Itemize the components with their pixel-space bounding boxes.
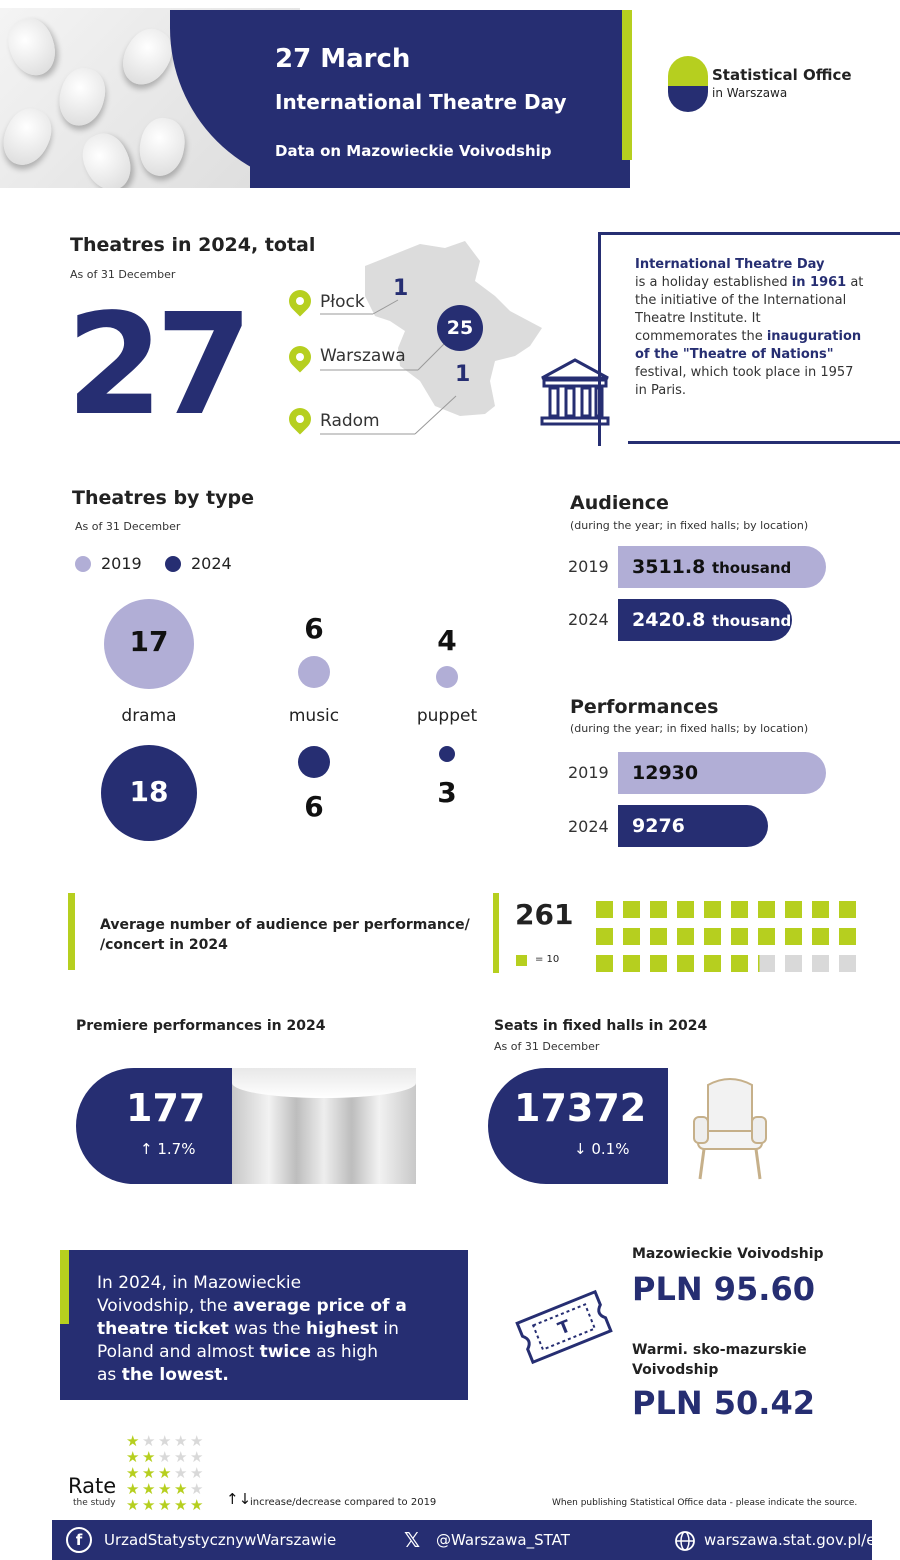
premieres-change-value: 1.7% [157, 1140, 196, 1158]
rate-sub: the study [73, 1498, 116, 1508]
price-region2-line1: Warmi. sko-mazurskie [632, 1342, 807, 1358]
avg-square [650, 955, 667, 972]
avg-square [812, 955, 829, 972]
theatres-total-asof: As of 31 December [70, 268, 176, 281]
theatres-total-title: Theatres in 2024, total [70, 234, 316, 256]
avg-square [785, 955, 802, 972]
info-highlight-title: International Theatre Day [635, 257, 825, 272]
audience-sub: (during the year; in fixed halls; by location) [570, 519, 809, 532]
star-icon[interactable]: ★ [142, 1432, 156, 1450]
info-frame-bottom [628, 441, 900, 444]
logo-subtext: in Warszawa [712, 86, 788, 100]
avg-label [100, 915, 470, 955]
city-warszawa: Warszawa [320, 346, 406, 366]
curtains-image [232, 1068, 416, 1184]
drama-2019-value: 17 [129, 625, 169, 658]
ticket-t12: the lowest. [121, 1365, 229, 1385]
avg-value: 261 [515, 898, 574, 931]
performances-value-2019: 12930 [632, 762, 699, 784]
avg-legend-text: = 10 [535, 954, 560, 965]
avg-square [812, 928, 829, 945]
avg-accent-bar-right [493, 893, 499, 973]
footer-web[interactable]: warszawa.stat.gov.pl/en/ [704, 1531, 890, 1549]
price-value2: PLN 50.42 [632, 1384, 815, 1422]
audience-unit-2019: thousand [711, 559, 792, 577]
avg-square [758, 928, 775, 945]
avg-square [731, 955, 748, 972]
avg-legend-square [516, 955, 527, 966]
avg-label-line1: Average number of audience per performance/ [100, 917, 470, 933]
ticket-icon [514, 1284, 614, 1370]
avg-square [704, 955, 721, 972]
ticket-t5: was the [228, 1319, 307, 1339]
footer-x[interactable]: @Warszawa_STAT [436, 1531, 570, 1549]
legend-2019: 2019 [101, 554, 142, 573]
star-icon[interactable]: ★ [190, 1464, 204, 1482]
facebook-icon[interactable]: f [66, 1527, 92, 1553]
svg-text:T: T [555, 1316, 574, 1340]
ticket-t9: twice [259, 1342, 311, 1362]
ticket-t11: as [97, 1365, 122, 1385]
star-icon[interactable]: ★ [174, 1448, 188, 1466]
rate-label[interactable]: Rate [68, 1474, 117, 1498]
star-icon[interactable]: ★ [190, 1448, 204, 1466]
premieres-arrow-icon: ↑ [140, 1140, 153, 1158]
audience-title: Audience [570, 492, 669, 514]
ticket-t2: Voivodship, the [97, 1296, 233, 1316]
performances-year-2024: 2024 [568, 817, 609, 836]
avg-square [650, 928, 667, 945]
star-icon[interactable]: ★ [126, 1480, 140, 1498]
seats-title: Seats in fixed halls in 2024 [494, 1018, 708, 1034]
star-icon[interactable]: ★ [158, 1496, 172, 1514]
audience-value-2024: 2420.8 [632, 609, 706, 631]
avg-square [758, 901, 775, 918]
star-icon[interactable]: ★ [174, 1464, 188, 1482]
avg-square [785, 928, 802, 945]
info-text [635, 256, 865, 400]
avg-square [839, 928, 856, 945]
avg-square [623, 955, 640, 972]
audience-unit-2024: thousand [711, 612, 792, 630]
ticket-t7: in [378, 1319, 399, 1339]
armchair-icon [690, 1075, 770, 1183]
puppet-2024-circle [439, 746, 455, 762]
info-p6: festival, which took place in 1957 in Paris. [635, 365, 854, 398]
avg-accent-bar [68, 893, 75, 970]
avg-square [839, 901, 856, 918]
avg-square [596, 901, 613, 918]
avg-square [704, 928, 721, 945]
city-radom: Radom [320, 411, 380, 431]
puppet-2019-circle [436, 666, 458, 688]
price-region2-line2: Voivodship [632, 1362, 719, 1378]
seats-asof: As of 31 December [494, 1040, 600, 1053]
globe-icon[interactable] [674, 1530, 696, 1552]
legend-2024-dot [165, 556, 181, 572]
avg-square-grid [596, 901, 866, 976]
star-icon[interactable]: ★ [190, 1432, 204, 1450]
avg-square [677, 901, 694, 918]
avg-label-line2: /concert in 2024 [100, 937, 228, 953]
header-accent-bar [622, 10, 632, 160]
avg-square [731, 928, 748, 945]
ticket-t1: In 2024, in Mazowieckie [97, 1273, 302, 1293]
star-icon[interactable]: ★ [126, 1496, 140, 1514]
city-plock: Płock [320, 292, 365, 312]
avg-square [785, 901, 802, 918]
star-icon[interactable]: ★ [142, 1448, 156, 1466]
seats-change [574, 1140, 629, 1158]
star-icon[interactable]: ★ [142, 1496, 156, 1514]
header-title: International Theatre Day [275, 90, 567, 114]
ticket-accent-bar [60, 1250, 69, 1324]
avg-square [731, 901, 748, 918]
rating-stars[interactable] [126, 1434, 208, 1514]
ticket-text [97, 1272, 457, 1387]
performances-year-2019: 2019 [568, 763, 609, 782]
price-region1: Mazowieckie Voivodship [632, 1246, 824, 1262]
star-icon[interactable]: ★ [142, 1464, 156, 1482]
drama-label: drama [121, 706, 177, 726]
legend-2019-dot [75, 556, 91, 572]
city-plock-count: 1 [393, 276, 409, 301]
avg-square [596, 955, 613, 972]
header-date: 27 March [275, 44, 411, 74]
star-icon[interactable]: ★ [174, 1480, 188, 1498]
avg-square [839, 955, 856, 972]
performances-value-2024: 9276 [632, 815, 685, 837]
star-icon[interactable]: ★ [126, 1448, 140, 1466]
logo-icon [668, 56, 708, 86]
premieres-change [140, 1140, 195, 1158]
star-icon[interactable]: ★ [174, 1432, 188, 1450]
price-region2 [632, 1340, 807, 1380]
star-icon[interactable]: ★ [142, 1480, 156, 1498]
avg-square [812, 901, 829, 918]
performances-bar-2024 [618, 805, 768, 847]
avg-square [704, 901, 721, 918]
city-warszawa-count: 25 [437, 305, 483, 351]
avg-square [623, 928, 640, 945]
ticket-t8: Poland and almost [97, 1342, 260, 1362]
performances-sub: (during the year; in fixed halls; by location) [570, 722, 809, 735]
logo-icon-bottom [668, 86, 708, 112]
music-2019-circle [298, 656, 330, 688]
star-icon[interactable]: ★ [158, 1480, 172, 1498]
music-2019-value: 6 [304, 612, 324, 645]
avg-square [677, 955, 694, 972]
star-icon[interactable]: ★ [158, 1432, 172, 1450]
ticket-t6: highest [306, 1319, 379, 1339]
city-radom-count: 1 [455, 362, 471, 387]
puppet-label: puppet [416, 706, 478, 726]
drama-2024-value: 18 [129, 775, 169, 808]
star-icon[interactable]: ★ [158, 1464, 172, 1482]
audience-year-2019: 2019 [568, 557, 609, 576]
arrows-note: increase/decrease compared to 2019 [250, 1497, 437, 1508]
music-2024-circle [298, 746, 330, 778]
star-icon[interactable]: ★ [126, 1432, 140, 1450]
music-2024-value: 6 [304, 790, 324, 823]
avg-square [758, 955, 775, 972]
avg-square [596, 928, 613, 945]
star-icon[interactable]: ★ [174, 1496, 188, 1514]
theatres-total-value: 27 [66, 284, 245, 447]
seats-value: 17372 [514, 1086, 647, 1130]
header-subtitle: Data on Mazowieckie Voivodship [275, 142, 552, 160]
footer-facebook[interactable]: UrzadStatystycznywWarszawie [104, 1531, 337, 1549]
star-icon[interactable]: ★ [126, 1464, 140, 1482]
info-year: in 1961 [791, 275, 847, 290]
star-icon[interactable]: ★ [158, 1448, 172, 1466]
puppet-2019-value: 4 [437, 624, 457, 657]
by-type-title: Theatres by type [72, 487, 255, 509]
audience-year-2024: 2024 [568, 610, 609, 629]
performances-title: Performances [570, 696, 719, 718]
star-icon[interactable]: ★ [190, 1496, 204, 1514]
legend-2024: 2024 [191, 554, 232, 573]
premieres-title: Premiere performances in 2024 [76, 1018, 326, 1034]
by-type-asof: As of 31 December [75, 520, 181, 533]
ticket-t10: as high [310, 1342, 378, 1362]
info-inauguration: inauguration of the "Theatre of Nations" [635, 329, 862, 362]
seats-arrow-icon: ↓ [574, 1140, 587, 1158]
x-icon[interactable]: 𝕏 [404, 1528, 421, 1552]
audience-value-2019: 3511.8 [632, 556, 706, 578]
info-p2: is a holiday established [635, 275, 792, 290]
star-icon[interactable]: ★ [190, 1480, 204, 1498]
seats-change-value: 0.1% [591, 1140, 630, 1158]
price-value1: PLN 95.60 [632, 1270, 815, 1308]
avg-square [650, 901, 667, 918]
avg-square [677, 928, 694, 945]
premieres-value: 177 [126, 1086, 206, 1130]
puppet-2024-value: 3 [437, 776, 457, 809]
audience-bar-2019 [618, 546, 826, 588]
ticket-t4: theatre ticket [97, 1319, 229, 1339]
ticket-t3: average price of a [232, 1296, 407, 1316]
info-p4: at the initiative of the International Theatre Institute. It commemorates the [635, 275, 864, 344]
up-down-arrows-icon: ↑↓ [226, 1490, 252, 1508]
audience-bar-2024 [618, 599, 792, 641]
music-label: music [288, 706, 340, 726]
logo-text: Statistical Office [712, 66, 852, 84]
source-note: When publishing Statistical Office data - please indicate the source. [552, 1498, 858, 1508]
performances-bar-2019 [618, 752, 826, 794]
avg-square [623, 901, 640, 918]
